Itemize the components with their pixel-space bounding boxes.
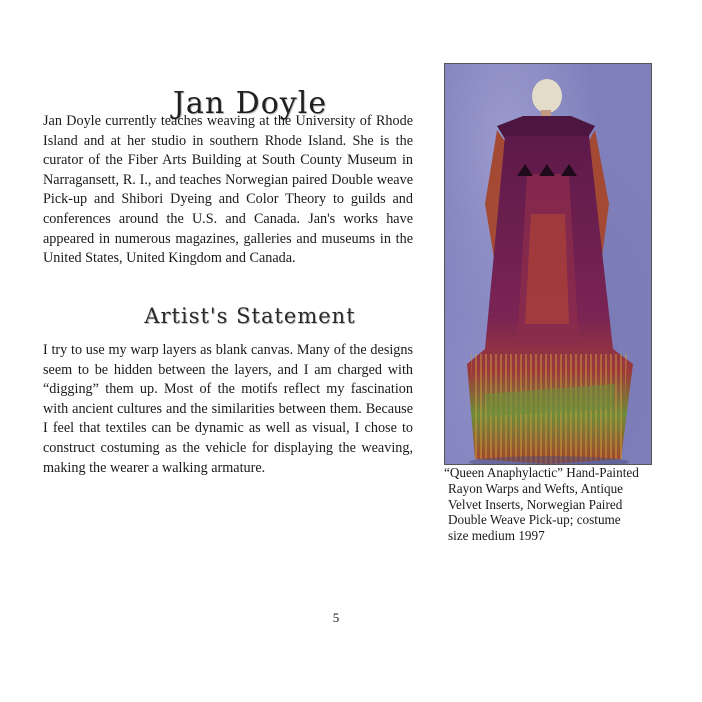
- costume-illustration: [445, 64, 651, 464]
- section-heading: Artist's Statement: [144, 304, 356, 328]
- caption-line: size medium 1997: [448, 528, 545, 544]
- page-number: 5: [332, 610, 340, 625]
- artist-statement: I try to use my warp layers as blank canvas. Many of the designs seem to be hidden between the layers, and I am charged with “digging” them up. Most of the motifs reflect my fascination with ancient cultures and the similarities between them. Because I feel that textiles can be dynamic as well as visual, I chose to construct costuming as the vehicle for displaying the weaving, making the wearer a walking armature.: [43, 342, 413, 476]
- caption-line: Velvet Inserts, Norwegian Paired: [448, 496, 623, 512]
- caption-line: Rayon Warps and Wefts, Antique: [448, 480, 624, 496]
- artist-bio: Jan Doyle currently teaches weaving at the University of Rhode Island and at her studio in southern Rhode Island. She is the curator of the Fiber Arts Building at South County Museum in Narragansett, R. I., and teaches Norwegian paired Double weave Pick-up and Shibori Dyeing and Color Theory to guilds and conferences around the U.S. and Canada. Jan's works have appeared in numerous magazines, galleries and museums in the United States, United Kingdom and Canada.: [43, 113, 413, 267]
- caption-line: “Queen Anaphylactic” Hand-Painted: [444, 465, 639, 480]
- photo-caption: [444, 465, 674, 544]
- costume-photo: [444, 63, 652, 465]
- caption-line: Double Weave Pick-up; costume: [448, 512, 621, 528]
- page-title: Jan Doyle: [172, 86, 328, 122]
